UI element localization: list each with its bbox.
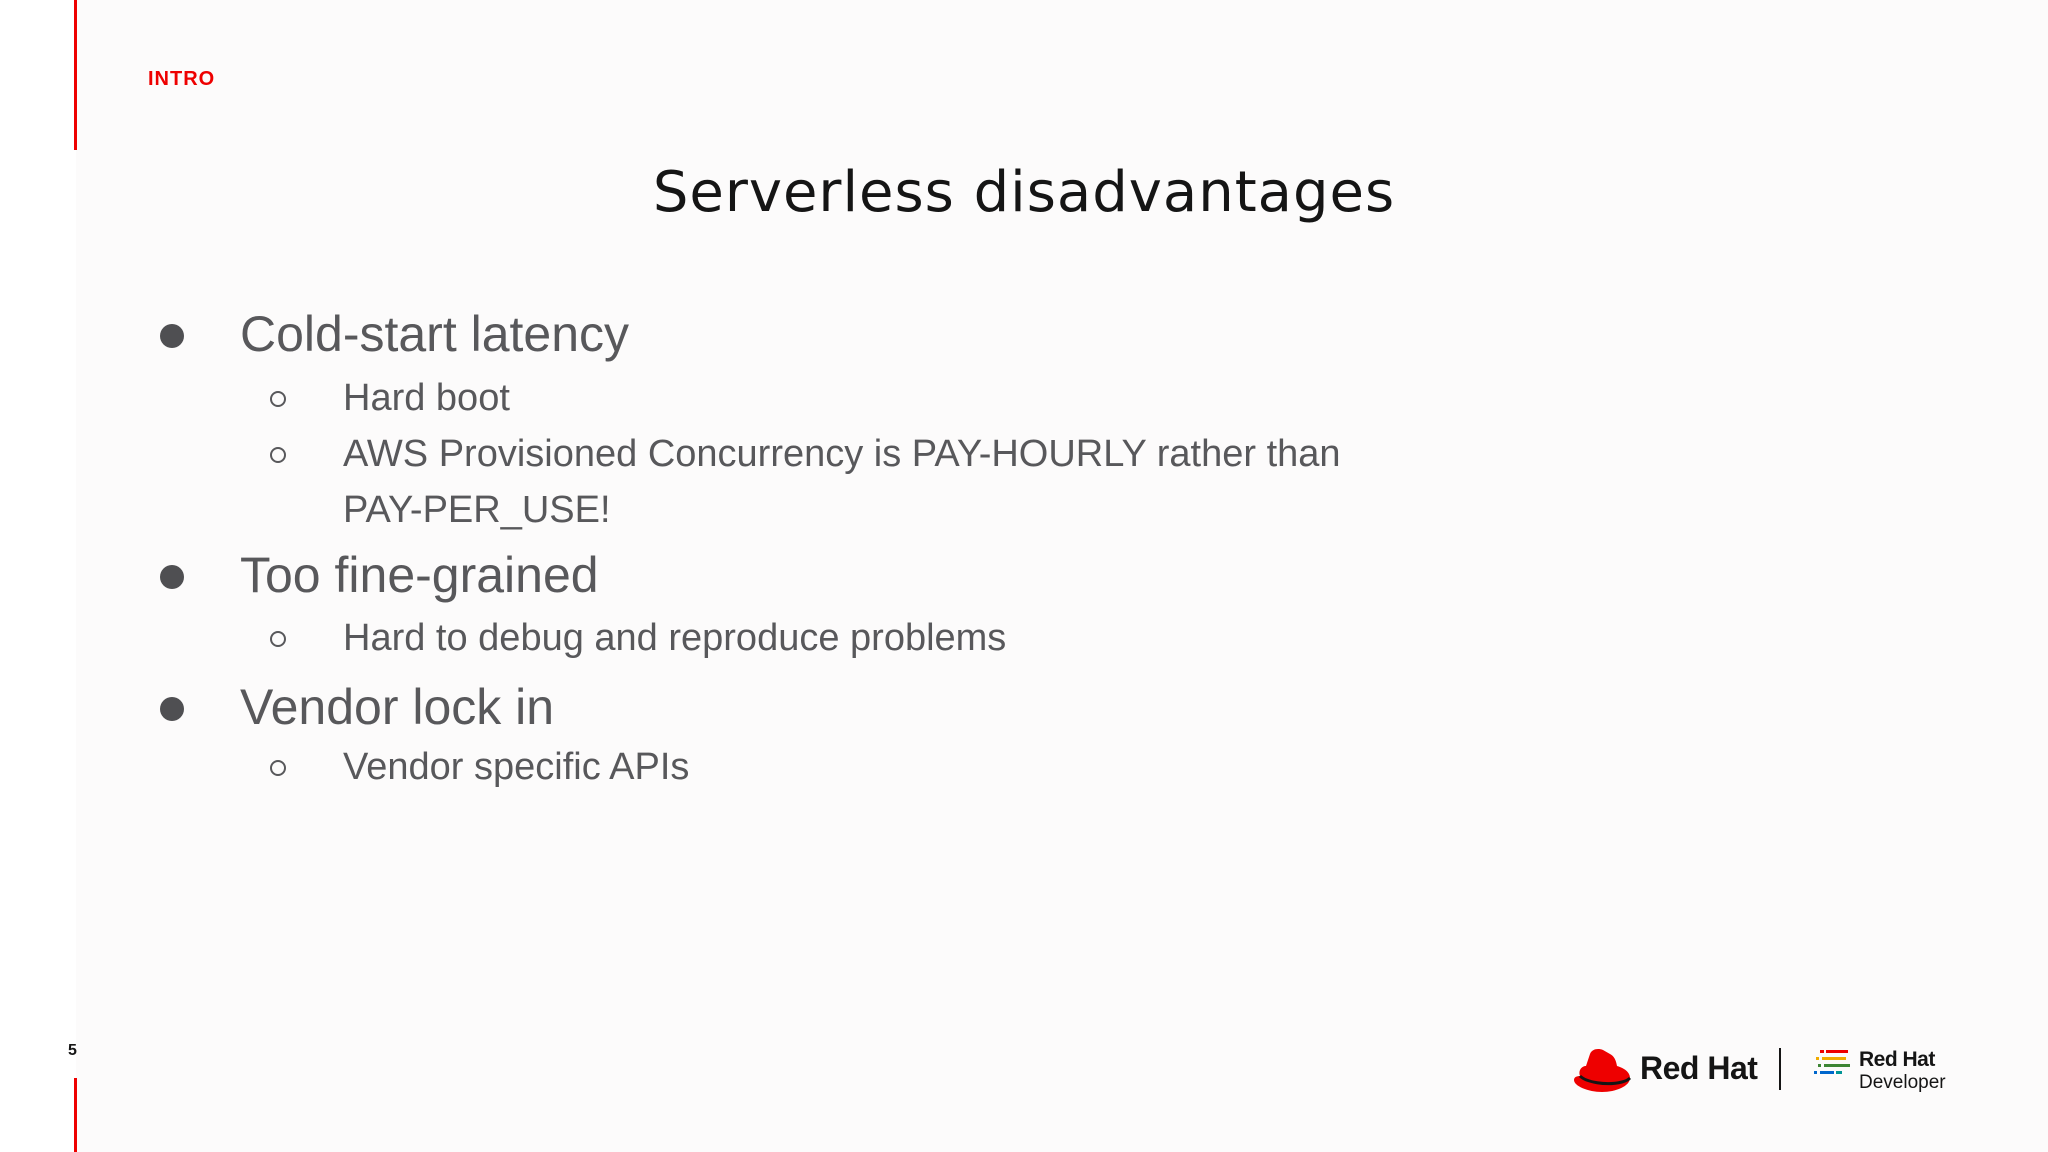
sub-bullet-text: AWS Provisioned Concurrency is PAY-HOURLY rather than: [343, 433, 1341, 475]
sub-bullet-text: Vendor specific APIs: [343, 746, 690, 788]
hollow-bullet-icon: [270, 760, 286, 776]
red-hat-logo-icon: [1572, 1046, 1632, 1096]
sub-bullet-text: Hard boot: [343, 377, 510, 419]
filled-bullet-icon: [160, 697, 184, 721]
bullet-text: Too fine-grained: [240, 547, 599, 603]
logo-divider: [1779, 1048, 1781, 1090]
developer-logo-icon: [1814, 1048, 1852, 1080]
sub-bullet-continuation: PAY-PER_USE!: [343, 489, 611, 531]
section-label: INTRO: [148, 68, 216, 90]
slide-title: Serverless disadvantages: [652, 160, 1396, 225]
developer-wordmark-bottom: Developer: [1859, 1072, 1946, 1093]
filled-bullet-icon: [160, 324, 184, 348]
bullet-text: Cold-start latency: [240, 306, 630, 362]
bullet-text: Vendor lock in: [240, 679, 555, 735]
footer-logos: [1560, 1040, 1980, 1112]
filled-bullet-icon: [160, 565, 184, 589]
hollow-bullet-icon: [270, 447, 286, 463]
hollow-bullet-icon: [270, 391, 286, 407]
hollow-bullet-icon: [270, 631, 286, 647]
red-hat-wordmark: Red Hat: [1640, 1050, 1758, 1086]
developer-wordmark-top: Red Hat: [1859, 1048, 1935, 1071]
page-number: 5: [68, 1042, 77, 1059]
sub-bullet-text: Hard to debug and reproduce problems: [343, 617, 1007, 659]
